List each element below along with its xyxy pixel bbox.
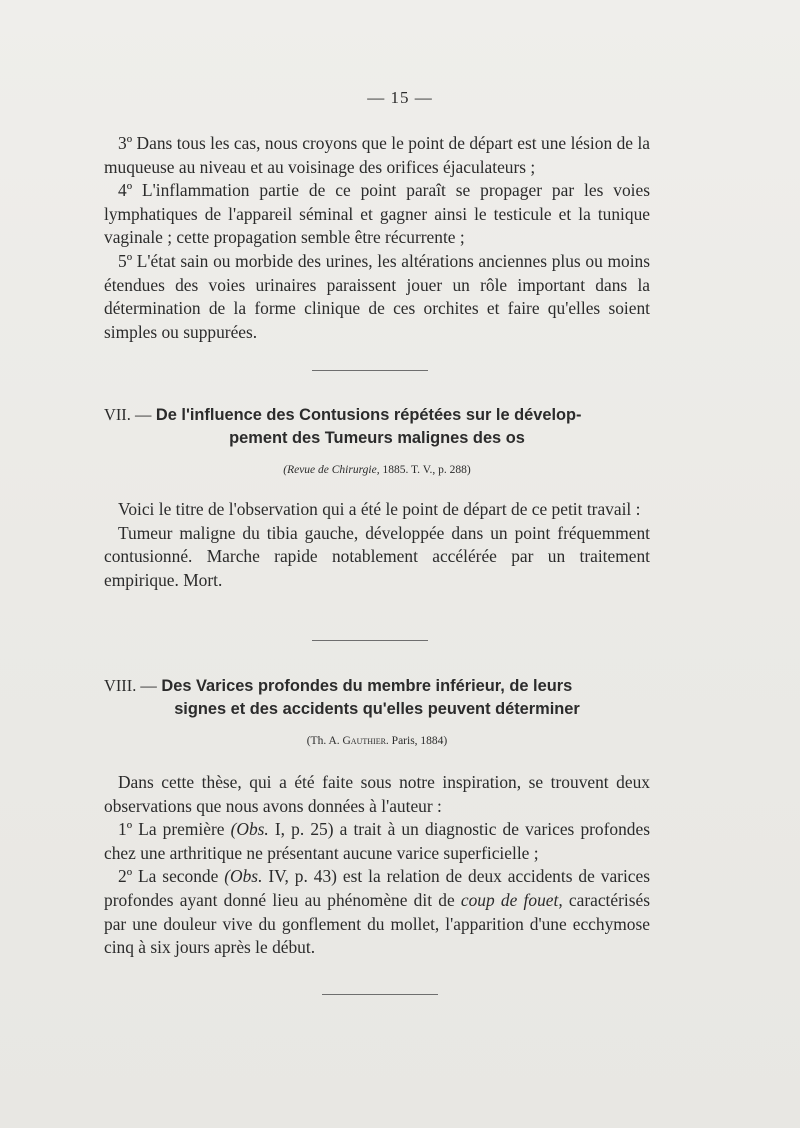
citation-details: . Paris, 1884) xyxy=(385,735,448,747)
page-number: — 15 — xyxy=(367,88,433,107)
section-viii-heading xyxy=(104,674,650,721)
intro-section xyxy=(104,132,650,344)
section-viii-title-line2: signes et des accidents qu'elles peuvent déterminer xyxy=(174,700,580,718)
section-viii-item1: 1º La première (Obs. I, p. 25) a trait à un diagnostic de varices profondes chez une arthritique ne présentant aucune varice superficielle ; xyxy=(104,819,650,863)
section-vii-title-line1: De l'influence des Contusions répétées sur le dévelop- xyxy=(155,406,582,424)
citation-author-name: Gauthier xyxy=(342,735,386,747)
section-viii xyxy=(104,674,650,960)
section-viii-number: VIII. — xyxy=(104,676,157,695)
intro-item-5: 5º L'état sain ou morbide des urines, les altérations anciennes plus ou moins étendues des voies urinaires paraissent jouer un rôle important dans la détermination de la forme clinique de ces orchites et faire qu'elles soient simples ou suppurées. xyxy=(104,250,650,342)
separator-rule xyxy=(312,640,428,641)
separator-rule xyxy=(322,994,438,995)
section-viii-citation xyxy=(104,735,650,747)
section-vii-heading xyxy=(104,403,650,450)
section-viii-item2: 2º La seconde (Obs. IV, p. 43) est la relation de deux accidents de varices profondes ayant donné lieu au phénomène dit de coup de fouet, caractérisés par une douleur vive du gonflement du mollet, l'apparition d'une ecchymose cinq à six jours après le début. xyxy=(104,866,651,958)
section-vii-para2: Tumeur maligne du tibia gauche, développée dans un point fréquemment contusionné. Marche rapide notablement accélérée par un traitement empirique. Mort. xyxy=(104,522,650,590)
section-vii xyxy=(104,403,650,592)
section-vii-number: VII. — xyxy=(104,405,152,424)
citation-details: 1885. T. V., p. 288) xyxy=(379,464,471,476)
citation-author-prefix: (Th. A. xyxy=(306,735,343,747)
section-viii-title-line1: Des Varices profondes du membre inférieur, de leurs xyxy=(161,677,573,695)
section-vii-citation xyxy=(104,464,650,476)
section-viii-para1: Dans cette thèse, qui a été faite sous notre inspiration, se trouvent deux observations que nous avons données à l'auteur : xyxy=(104,772,650,816)
citation-journal: (Revue de Chirurgie, xyxy=(283,464,380,476)
intro-item-4: 4º L'inflammation partie de ce point paraît se propager par les voies lymphatiques de l'appareil séminal et gagner ainsi le testicule et la tunique vaginale ; cette propagation semble être récurrente ; xyxy=(104,180,650,248)
separator-rule xyxy=(312,370,428,371)
section-vii-para1: Voici le titre de l'observation qui a été le point de départ de ce petit travail : xyxy=(118,499,641,519)
section-vii-title-line2: pement des Tumeurs malignes des os xyxy=(229,429,525,447)
intro-item-3: 3º Dans tous les cas, nous croyons que le point de départ est une lésion de la muqueuse au niveau et au voisinage des orifices éjaculateurs ; xyxy=(104,133,650,177)
